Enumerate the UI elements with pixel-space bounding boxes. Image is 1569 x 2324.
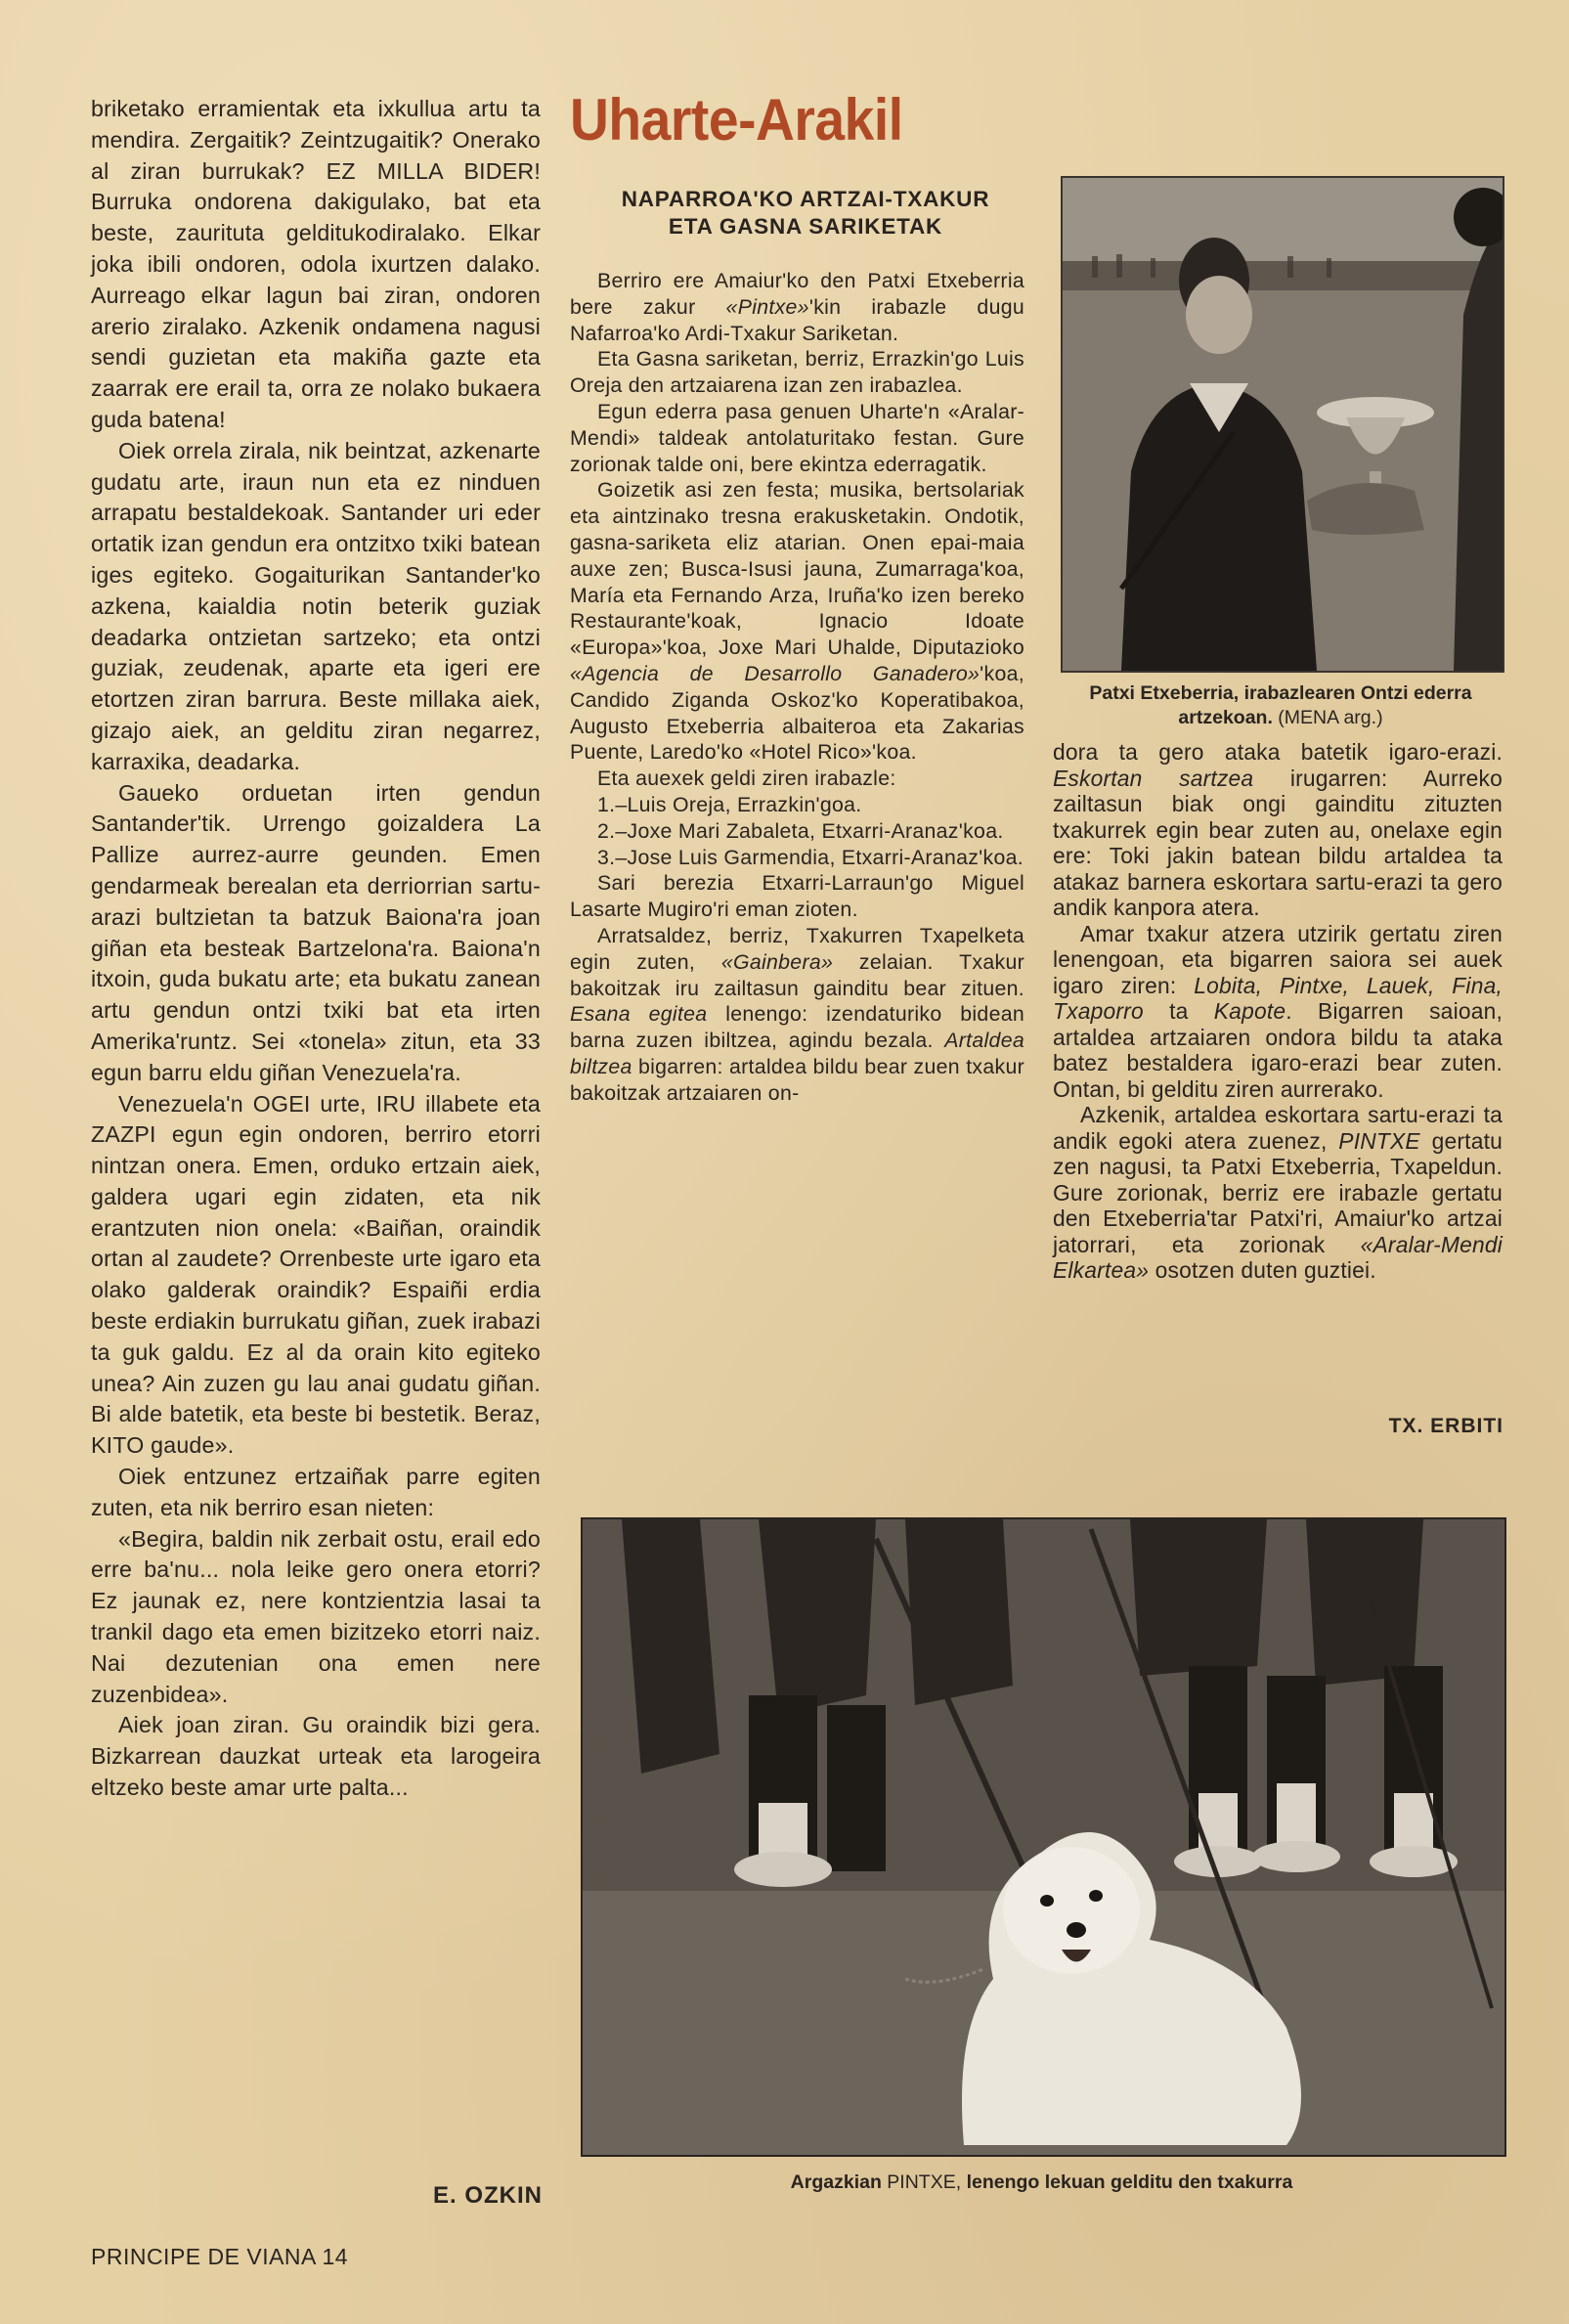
- article-headline: Uharte-Arakil: [570, 87, 903, 153]
- article-subheading: [570, 186, 1041, 241]
- mid-paragraph-special-prize: Sari berezia Etxarri-Larraun'go Miguel Lasarte Mugiro'ri eman zioten.: [570, 871, 1024, 922]
- right-column-article: [1053, 739, 1503, 1284]
- middle-column-article: [570, 268, 1024, 1107]
- photo-1-caption: Patxi Etxeberria, irabazlearen Ontzi ederra artzekoan. (MENA arg.): [1089, 682, 1472, 728]
- left-paragraph-6: «Begira, baldin nik zerbait ostu, erail edo erre ba'nu... nola leike gero onera etorri? Ez jaunak ez, nere kontzientzia lasai ta trankil dago eta emen bizitzeko etorri naiz. Nai dezutenian ona emen nere zuzenbidea».: [91, 1525, 541, 1707]
- right-paragraph-1: dora ta gero ataka batetik igaro-erazi. Eskortan sartzea irugarren: Aurreko zailtasun biak ongi gainditu zituzten txakurrek egin bear zuten au, onelaxe egin ere: Toki jakin batean bildu artaldea ta atakaz barnera eskortara sartu-erazi ta gero andik kanpora atera.: [1053, 739, 1503, 920]
- page-footer: PRINCIPE DE VIANA 14: [91, 2244, 349, 2269]
- photo-trophy-presentation: [1061, 176, 1504, 673]
- mid-paragraph-4: Goizetik asi zen festa; musika, bertsolariak eta aintzinako tresna erakusketakin. Ondotik, gasna-sariketa eliz atarian. Onen epai-maia auxe zen; Busca-Isusi jauna, Zumarraga'koa, María eta Fernando Arza, Iruña'ko izen bereko Restaurante'koak, Ignacio Idoate «Europa»'koa, Joxe Mari Uhalde, Diputazioko «Agencia de Desarrollo Ganadero»'koa, Candido Ziganda Oskoz'ko Koperatibakoa, Augusto Etxeberria albaiteroa eta Zakarias Puente, Laredo'ko «Hotel Rico»'koa.: [570, 478, 1024, 765]
- left-paragraph-7: Aiek joan ziran. Gu oraindik bizi gera. Bizkarrean dauzkat urteak eta larogeira eltzeko beste amar urte palta...: [91, 1712, 541, 1801]
- mid-paragraph-2: Eta Gasna sariketan, berriz, Errazkin'go Luis Oreja den artzaiarena izan zen irabazlea.: [570, 347, 1024, 398]
- mid-paragraph-1: Berriro ere Amaiur'ko den Patxi Etxeberria bere zakur «Pintxe»'kin irabazle dugu Nafarroa'ko Ardi-Txakur Sariketan.: [570, 269, 1025, 345]
- left-paragraph-5: Oiek entzunez ertzaiñak parre egiten zuten, eta nik berriro esan nieten:: [91, 1464, 541, 1520]
- winner-2: 2.–Joxe Mari Zabaleta, Etxarri-Aranaz'koa.: [597, 818, 1004, 843]
- left-paragraph-2: Oiek orrela zirala, nik beintzat, azkenarte gudatu arte, iraun nun eta ez ninduen arrapatu bestaldekoak. Santander uri eder ortatik izan gendun era ontzitxo txiki batean iges egiteko. Gogaiturikan Santander'ko azkena, kaialdia notin beterik guziak deadarka ontzietan sartzeko; eta ontzi guziak, zeudenak, aparte eta igeri ere etortzen ziran barrura. Beste millaka aiek, gizajo aiek, an gelditu ziran negarrez, karraxika, deadarka.: [91, 437, 541, 774]
- right-paragraph-2: Amar txakur atzera utzirik gertatu ziren lenengoan, eta bigarren saiora sei auek igaro ziren: Lobita, Pintxe, Lauek, Fina, Txaporro ta Kapote. Bigarren saioan, artaldea artzaiaren ondora bildu ta ataka batez bestaldera igaro-erazi bear zuten. Ontan, bi gelditu ziren aurrerako.: [1053, 920, 1503, 1102]
- photo-2-caption: Argazkian PINTXE, lenengo lekuan gelditu den txakurra: [790, 2171, 1293, 2193]
- photo-dog-pintxe: [581, 1517, 1506, 2157]
- mid-paragraph-3: Egun ederra pasa genuen Uharte'n «Aralar-Mendi» taldeak antolaturitako festan. Gure zorionak talde oni, bere ekintza ederragatik.: [570, 399, 1024, 476]
- right-article-byline: TX. ERBITI: [1388, 1415, 1504, 1437]
- winner-1: 1.–Luis Oreja, Errazkin'goa.: [597, 792, 862, 816]
- winner-3: 3.–Jose Luis Garmendia, Etxarri-Aranaz'koa.: [597, 845, 1024, 869]
- left-column-article: [91, 94, 541, 1804]
- left-paragraph-1: briketako erramientak eta ixkullua artu ta mendira. Zergaitik? Zeintzugaitik? Onerako al ziran burrukak? EZ MILLA BIDER! Burruka ondorena dakigulako, bat eta beste, zaurituta gelditukodiralako. Elkar joka ibili ondoren, odola ixurtzen dalako. Aurreago elkar lagun bai ziran, ondoren arerio ziralako. Azkenik ondamena nagusi sendi guzietan eta makiña gazte eta zaarrak ere erail ta, orra ze nolako bukaera guda batena!: [91, 96, 541, 432]
- left-article-byline: E. OZKIN: [432, 2182, 543, 2209]
- mid-paragraph-competition: Arratsaldez, berriz, Txakurren Txapelketa egin zuten, «Gainbera» zelaian. Txakur bakoitzak iru zailtasun gainditu bear zituen. Esana egitea lenengo: izendaturiko bidean barna zuzen ibiltzea, agindu bezala. Artaldea biltzea bigarren: artaldea bildu bear zuen txakur bakoitzak artzaiaren on-: [570, 923, 1025, 1105]
- left-paragraph-3: Gaueko orduetan irten gendun Santander'tik. Urrengo goizaldera La Pallize aurrez-aurre geunden. Emen gendarmeak berealan eta derriorrian sartu-arazi bultzietan ta batzuk Baiona'ra joan giñan eta besteak Bartzelona'ra. Baiona'n itxoin, guda bukatu arte; eta bukatu zanean artu gendun ontzi txiki bat eta irten Amerika'runtz. Sei «tonela» zitun, eta 33 egun barru eldu giñan Venezuela'ra.: [91, 779, 541, 1085]
- subheading-line-2: ETA GASNA SARIKETAK: [668, 214, 943, 239]
- mid-paragraph-5: Eta auexek geldi ziren irabazle:: [597, 767, 896, 791]
- right-paragraph-3: Azkenik, artaldea eskortara sartu-erazi ta andik egoki atera zuenez, PINTXE gertatu zen nagusi, ta Patxi Etxeberria, Txapeldun. Gure zorionak, berriz ere irabazle gertatu den Etxeberria'tar Patxi'ri, Amaiur'ko artzai jatorrari, eta zorionak «Aralar-Mendi Elkartea» osotzen duten guztiei.: [1053, 1102, 1503, 1283]
- subheading-line-1: NAPARROA'KO ARTZAI-TXAKUR: [621, 187, 990, 211]
- left-paragraph-4: Venezuela'n OGEI urte, IRU illabete eta ZAZPI egun egin ondoren, berriro etorri nintzan onera. Emen, orduko ertzain aiek, galdera ugari egin zidaten, eta nik erantzuten nion onela: «Baiñan, oraindik ortan al zaudete? Orrenbeste urte igaro eta olako galderak oraindik? Espaiñi erdia beste erdiakin burrukatu giñan, zuek irabazi ta guk galdu. Ez al da orain kito egiteko unea? Ain zuzen gu lau anai gudatu giñan. Bi alde batetik, eta beste bi bestetik. Beraz, KITO gaude».: [91, 1090, 541, 1459]
